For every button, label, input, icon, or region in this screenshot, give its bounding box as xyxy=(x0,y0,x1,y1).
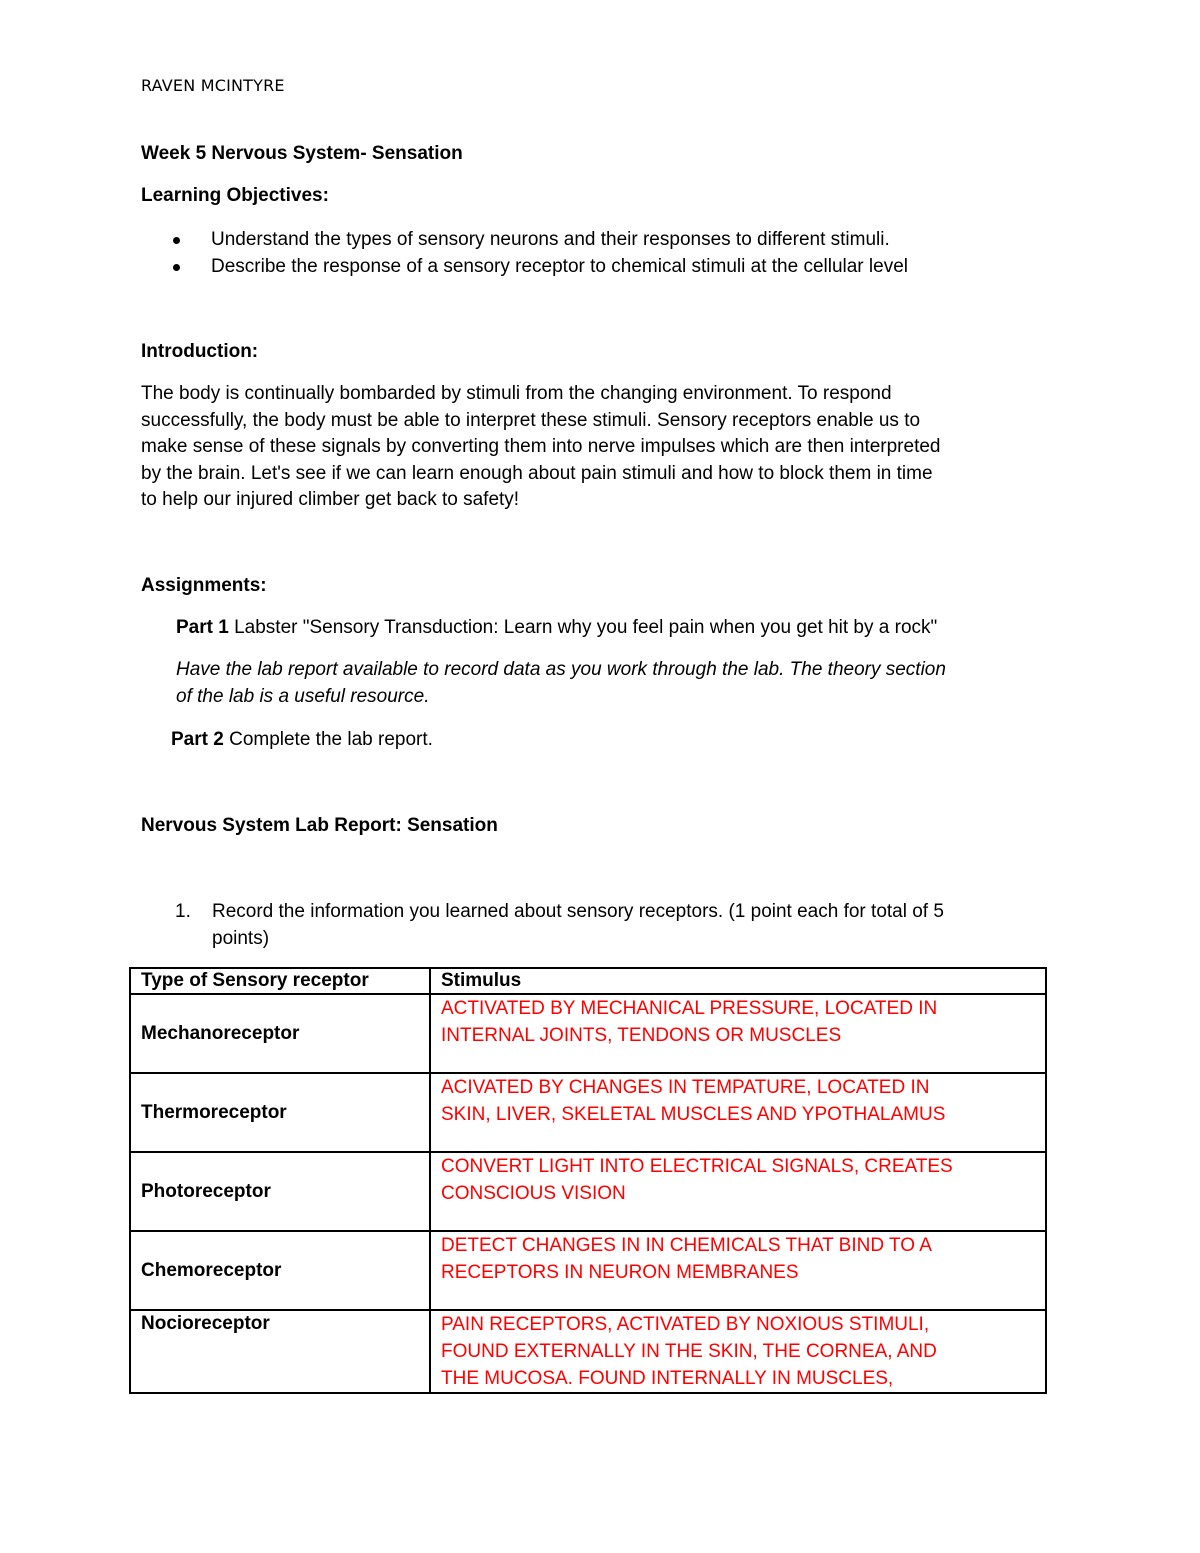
column-header: Type of Sensory receptor xyxy=(130,968,430,994)
receptor-type: Thermoreceptor xyxy=(130,1073,430,1152)
receptor-stimulus[interactable]: ACTIVATED BY MECHANICAL PRESSURE, LOCATED IN INTERNAL JOINTS, TENDONS OR MUSCLES xyxy=(430,994,1046,1073)
column-header: Stimulus xyxy=(430,968,1046,994)
receptor-stimulus[interactable]: CONVERT LIGHT INTO ELECTRICAL SIGNALS, CREATES CONSCIOUS VISION xyxy=(430,1152,1046,1231)
assignments-heading: Assignments: xyxy=(141,575,267,596)
receptor-type: Mechanoreceptor xyxy=(130,994,430,1073)
list-item: Understand the types of sensory neurons and their responses to different stimuli. xyxy=(171,226,908,253)
receptor-type: Nocioreceptor xyxy=(130,1310,430,1393)
receptor-stimulus[interactable]: PAIN RECEPTORS, ACTIVATED BY NOXIOUS STIMULI, FOUND EXTERNALLY IN THE SKIN, THE CORNEA, AND THE MUCOSA. FOUND INTERNALLY IN MUSCLES, xyxy=(430,1310,1046,1393)
receptor-stimulus[interactable]: DETECT CHANGES IN IN CHEMICALS THAT BIND TO A RECEPTORS IN NEURON MEMBRANES xyxy=(430,1231,1046,1310)
table-row xyxy=(130,1073,1046,1152)
lab-report-heading: Nervous System Lab Report: Sensation xyxy=(141,815,498,836)
introduction-heading: Introduction: xyxy=(141,341,259,362)
receptor-type: Chemoreceptor xyxy=(130,1231,430,1310)
part2-line xyxy=(171,727,433,754)
part2-label: Part 2 xyxy=(171,729,224,750)
table-row xyxy=(130,1152,1046,1231)
objectives-heading: Learning Objectives: xyxy=(141,185,329,206)
list-item: Describe the response of a sensory receptor to chemical stimuli at the cellular level xyxy=(171,253,908,280)
part1-label: Part 1 xyxy=(176,617,229,638)
receptor-stimulus[interactable]: ACIVATED BY CHANGES IN TEMPATURE, LOCATED IN SKIN, LIVER, SKELETAL MUSCLES AND YPOTHALAMUS xyxy=(430,1073,1046,1152)
sensory-receptor-table xyxy=(129,967,1047,1394)
bullet-icon xyxy=(173,237,180,244)
bullet-icon xyxy=(173,264,180,271)
table-header-row xyxy=(130,968,1046,994)
objectives-list xyxy=(171,226,908,280)
table-row xyxy=(130,994,1046,1073)
part2-text: Complete the lab report. xyxy=(223,729,433,750)
part1-line xyxy=(176,615,937,642)
receptor-type: Photoreceptor xyxy=(130,1152,430,1231)
part1-text: Labster "Sensory Transduction: Learn why you feel pain when you get hit by a rock" xyxy=(228,617,938,638)
question-number: 1. xyxy=(175,901,191,922)
author-name: RAVEN MCINTYRE xyxy=(141,76,285,95)
part1-note: Have the lab report available to record data as you work through the lab. The theory section of the lab is a useful resource. xyxy=(176,659,946,707)
question-text: Record the information you learned about sensory receptors. (1 point each for total of 5 points) xyxy=(212,901,944,949)
table-row xyxy=(130,1310,1046,1393)
table-row xyxy=(130,1231,1046,1310)
page-title: Week 5 Nervous System- Sensation xyxy=(141,143,463,164)
introduction-paragraph: The body is continually bombarded by stimuli from the changing environment. To respond successfully, the body must be able to interpret these stimuli. Sensory receptors enable us to make sense of these signals by converting them into nerve impulses which are then interpreted by the brain. Let's see if we can learn enough about pain stimuli and how to block them in time to help our injured climber get back to safety! xyxy=(141,383,941,510)
